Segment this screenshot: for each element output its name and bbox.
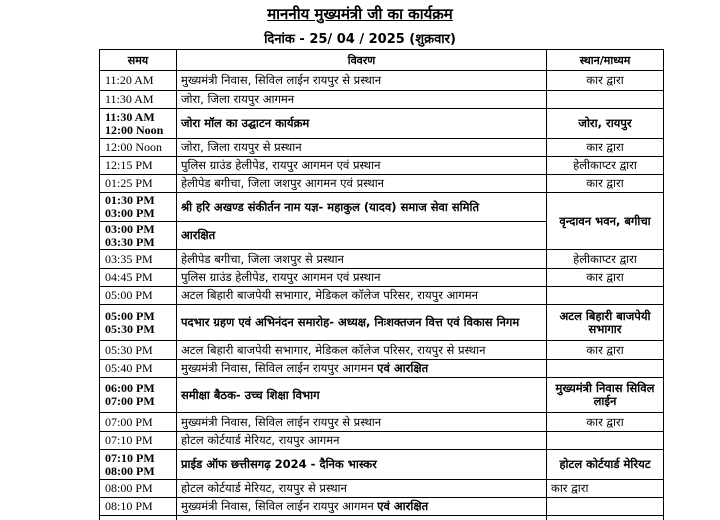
place-text: जोरा, रायपुर xyxy=(578,116,632,130)
time-cell xyxy=(100,71,177,91)
details-text: मुख्यमंत्री निवास, सिविल लाईन रायपुर आगमन xyxy=(181,499,374,513)
time-start: 06:00 PM xyxy=(105,381,155,395)
time-cell xyxy=(100,250,177,269)
details-cell xyxy=(177,498,547,516)
time-end: 12:00 Noon xyxy=(105,122,164,137)
time-text: 07:00 PM xyxy=(105,414,153,429)
schedule-table xyxy=(99,49,664,520)
time-cell xyxy=(100,432,177,450)
time-text: 08:10 PM xyxy=(105,499,153,513)
time-text: 11:20 AM xyxy=(105,73,154,87)
details-cell xyxy=(177,450,547,480)
time-text: 08:00 PM xyxy=(105,481,153,495)
time-start: 11:30 AM xyxy=(105,109,155,124)
header-place: स्थान/माध्यम xyxy=(547,50,664,71)
time-text: 03:35 PM xyxy=(105,251,153,266)
details-text: जोरा मॉल का उद्घाटन कार्यक्रम xyxy=(181,116,310,130)
time-text: 01:25 PM xyxy=(105,176,153,190)
time-cell xyxy=(100,287,177,305)
details-cell xyxy=(177,109,547,139)
details-text: होटल कोर्टयार्ड मेरियट, रायपुर आगमन xyxy=(181,433,340,447)
place-cell xyxy=(547,250,664,269)
details-text: मुख्यमंत्री निवास, सिविल लाईन रायपुर आगमन xyxy=(181,361,374,375)
details-cell xyxy=(177,91,547,109)
details-text: मुख्यमंत्री निवास, सिविल लाईन रायपुर से प्रस्थान xyxy=(181,73,382,87)
place-cell xyxy=(547,269,664,287)
place-cell xyxy=(547,287,664,305)
time-cell xyxy=(100,516,177,520)
time-cell xyxy=(100,109,177,139)
time-start: 05:00 PM xyxy=(105,308,155,323)
place-cell xyxy=(547,413,664,432)
time-cell xyxy=(100,157,177,175)
details-text: प्राईड ऑफ छत्तीसगढ़ 2024 - दैनिक भास्कर xyxy=(181,457,377,471)
time-cell xyxy=(100,91,177,109)
place-text: कार द्वारा xyxy=(586,414,624,429)
place-cell xyxy=(547,516,664,520)
time-text: 05:40 PM xyxy=(105,361,153,375)
details-text: अटल बिहारी बाजपेयी सभागार, मेडिकल कॉलेज परिसर, रायपुर आगमन xyxy=(181,288,479,302)
time-cell xyxy=(100,175,177,193)
details-text: आरक्षित xyxy=(181,228,216,242)
time-start: 03:00 PM xyxy=(105,222,155,236)
place-text: अटल बिहारी बाजपेयी सभागार xyxy=(559,308,651,336)
details-text: हेलीपेड बगीचा, जिला जशपुर से प्रस्थान xyxy=(181,251,344,266)
place-text: कार द्वारा xyxy=(586,176,624,190)
place-cell xyxy=(547,378,664,413)
details-cell xyxy=(177,175,547,193)
time-start: 07:10 PM xyxy=(105,450,155,465)
details-text: श्री हरि अखण्ड संकीर्तन नाम यज्ञ- महाकुल (यादव) समाज सेवा समिति xyxy=(181,199,480,214)
details-text: पुलिस ग्राउंड हेलीपेड, रायपुर आगमन एवं प्रस्थान xyxy=(181,270,381,284)
time-text: 12:00 Noon xyxy=(105,140,162,154)
details-cell xyxy=(177,71,547,91)
place-cell xyxy=(547,139,664,157)
place-cell xyxy=(547,432,664,450)
document-title-text: माननीय मुख्यमंत्री जी का कार्यक्रम xyxy=(267,5,453,23)
details-cell xyxy=(177,139,547,157)
time-cell xyxy=(100,498,177,516)
time-cell xyxy=(100,341,177,360)
time-cell xyxy=(100,378,177,413)
place-text: कार द्वारा xyxy=(586,342,624,357)
place-cell xyxy=(547,91,664,109)
time-text: 11:30 AM xyxy=(105,92,154,106)
time-cell xyxy=(100,450,177,480)
time-end: 05:30 PM xyxy=(105,321,155,336)
time-text: 12:15 PM xyxy=(105,158,153,172)
details-cell xyxy=(177,250,547,269)
time-cell xyxy=(100,360,177,378)
details-cell xyxy=(177,193,547,222)
place-text: कार द्वारा xyxy=(586,73,624,87)
details-text: अटल बिहारी बाजपेयी सभागार, मेडिकल कॉलेज परिसर, रायपुर से प्रस्थान xyxy=(181,342,486,357)
time-cell xyxy=(100,269,177,287)
details-cell xyxy=(177,378,547,413)
details-text: होटल कोर्टयार्ड मेरियट, रायपुर से प्रस्थान xyxy=(181,481,347,495)
document-title xyxy=(0,4,720,24)
place-text: वृन्दावन भवन, बगीचा xyxy=(559,213,651,228)
place-text: कार द्वारा xyxy=(586,270,624,284)
place-cell xyxy=(547,157,664,175)
details-cell xyxy=(177,269,547,287)
time-start: 01:30 PM xyxy=(105,193,155,207)
time-cell xyxy=(100,413,177,432)
details-emphasis: एवं आरक्षित xyxy=(377,361,429,375)
details-text: मुख्यमंत्री निवास, सिविल लाईन रायपुर से प्रस्थान xyxy=(181,414,382,429)
place-text: होटल कोर्टयार्ड मेरियट xyxy=(559,457,651,471)
details-emphasis: एवं आरक्षित xyxy=(377,499,429,513)
place-text: कार द्वारा xyxy=(551,481,589,495)
details-cell xyxy=(177,305,547,341)
details-text: समीक्षा बैठक- उच्च शिक्षा विभाग xyxy=(181,387,320,402)
time-cell xyxy=(100,222,177,250)
details-cell xyxy=(177,360,547,378)
place-cell xyxy=(547,341,664,360)
header-time: समय xyxy=(100,50,177,71)
details-text: जोरा, जिला रायपुर आगमन xyxy=(181,92,295,106)
details-text: हेलीपेड बगीचा, जिला जशपुर आगमन एवं प्रस्थान xyxy=(181,176,385,190)
details-cell xyxy=(177,287,547,305)
date-line: दिनांक - 25/ 04 / 2025 (शुक्रवार) xyxy=(264,32,456,47)
time-cell xyxy=(100,139,177,157)
place-cell xyxy=(547,450,664,480)
details-cell xyxy=(177,341,547,360)
time-end: 03:00 PM xyxy=(105,206,155,220)
place-cell xyxy=(547,71,664,91)
details-text: पदभार ग्रहण एवं अभिनंदन समारोह- अध्यक्ष, निःशक्तजन वित्त एवं विकास निगम xyxy=(181,315,520,329)
place-cell xyxy=(547,498,664,516)
place-cell xyxy=(547,109,664,139)
place-cell xyxy=(547,480,664,498)
place-cell xyxy=(547,175,664,193)
header-details: विवरण xyxy=(177,50,547,71)
details-cell xyxy=(177,432,547,450)
details-cell xyxy=(177,413,547,432)
details-cell xyxy=(177,222,547,250)
place-text: हेलीकाप्टर द्वारा xyxy=(573,158,637,172)
time-end: 07:00 PM xyxy=(105,394,155,408)
time-text: 05:30 PM xyxy=(105,342,153,357)
time-text: 04:45 PM xyxy=(105,270,153,284)
place-text: हेलीकाप्टर द्वारा xyxy=(573,251,637,266)
place-cell xyxy=(547,305,664,341)
time-end: 03:30 PM xyxy=(105,234,155,249)
time-cell xyxy=(100,193,177,222)
details-cell xyxy=(177,157,547,175)
details-cell xyxy=(177,516,547,520)
place-cell-merged xyxy=(547,193,664,250)
place-text: कार द्वारा xyxy=(586,140,624,154)
place-cell xyxy=(547,360,664,378)
time-cell xyxy=(100,305,177,341)
time-text: 07:10 PM xyxy=(105,433,153,447)
place-text: मुख्यमंत्री निवास सिविल लाईन xyxy=(555,381,655,408)
details-text: जोरा, जिला रायपुर से प्रस्थान xyxy=(181,140,302,154)
time-end: 08:00 PM xyxy=(105,463,155,478)
details-cell xyxy=(177,480,547,498)
time-cell xyxy=(100,480,177,498)
details-text: पुलिस ग्राउंड हेलीपेड, रायपुर आगमन एवं प्रस्थान xyxy=(181,158,381,172)
time-text: 05:00 PM xyxy=(105,288,153,302)
